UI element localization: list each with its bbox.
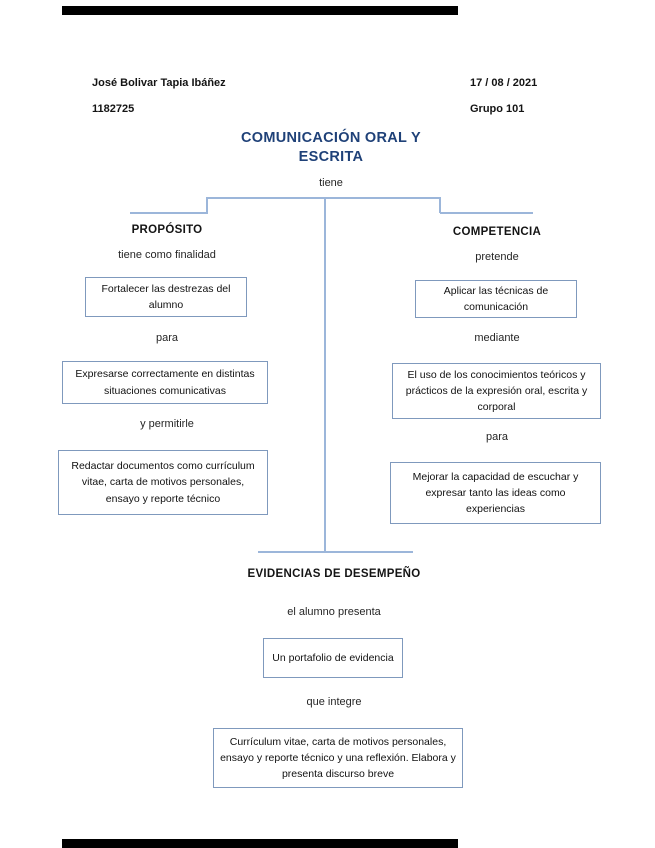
root-connector-label: tiene [319,177,343,189]
redaction-bar-top [62,6,458,15]
student-id: 1182725 [92,103,135,115]
left-branch-label-3: y permitirle [140,418,194,430]
left-branch-box-3: Redactar documentos como currículum vitae, carta de motivos personales, ensayo y reporte técnico [58,450,268,515]
right-branch-label-3: para [485,431,509,443]
left-branch-label-1: tiene como finalidad [118,249,216,261]
right-branch-heading: COMPETENCIA [452,226,542,238]
right-branch-label-1: pretende [475,251,519,263]
left-branch-box-1: Fortalecer las destrezas del alumno [85,277,247,317]
connector-left-horizontal [130,212,208,214]
connector-right-horizontal [440,212,533,214]
group-label: Grupo 101 [470,103,525,115]
right-branch-label-2: mediante [474,332,520,344]
bottom-branch-label-1: el alumno presenta [287,606,381,618]
bottom-branch-box-1: Un portafolio de evidencia [263,638,403,678]
bottom-branch-label-2: que integre [306,696,362,708]
bottom-branch-heading: EVIDENCIAS DE DESEMPEÑO [247,568,421,580]
connector-center-vertical [324,197,326,553]
document-date: 17 / 08 / 2021 [470,77,538,89]
left-branch-label-2: para [155,332,179,344]
right-branch-box-2: El uso de los conocimientos teóricos y prácticos de la expresión oral, escrita y corporal [392,363,601,419]
student-name: José Bolivar Tapia Ibáñez [92,77,226,89]
bottom-branch-box-2: Currículum vitae, carta de motivos personales, ensayo y reporte técnico y una reflexión. Elabora y presenta discurso breve [213,728,463,788]
left-branch-heading: PROPÓSITO [131,224,203,236]
left-branch-box-2: Expresarse correctamente en distintas situaciones comunicativas [62,361,268,404]
right-branch-box-3: Mejorar la capacidad de escuchar y expresar tanto las ideas como experiencias [390,462,601,524]
redaction-bar-bottom [62,839,458,848]
connector-bottom-horizontal [258,551,413,553]
connector-right-step [439,197,441,213]
page-title: COMUNICACIÓN ORAL Y ESCRITA [241,130,421,165]
connector-left-step [206,197,208,213]
right-branch-box-1: Aplicar las técnicas de comunicación [415,280,577,318]
